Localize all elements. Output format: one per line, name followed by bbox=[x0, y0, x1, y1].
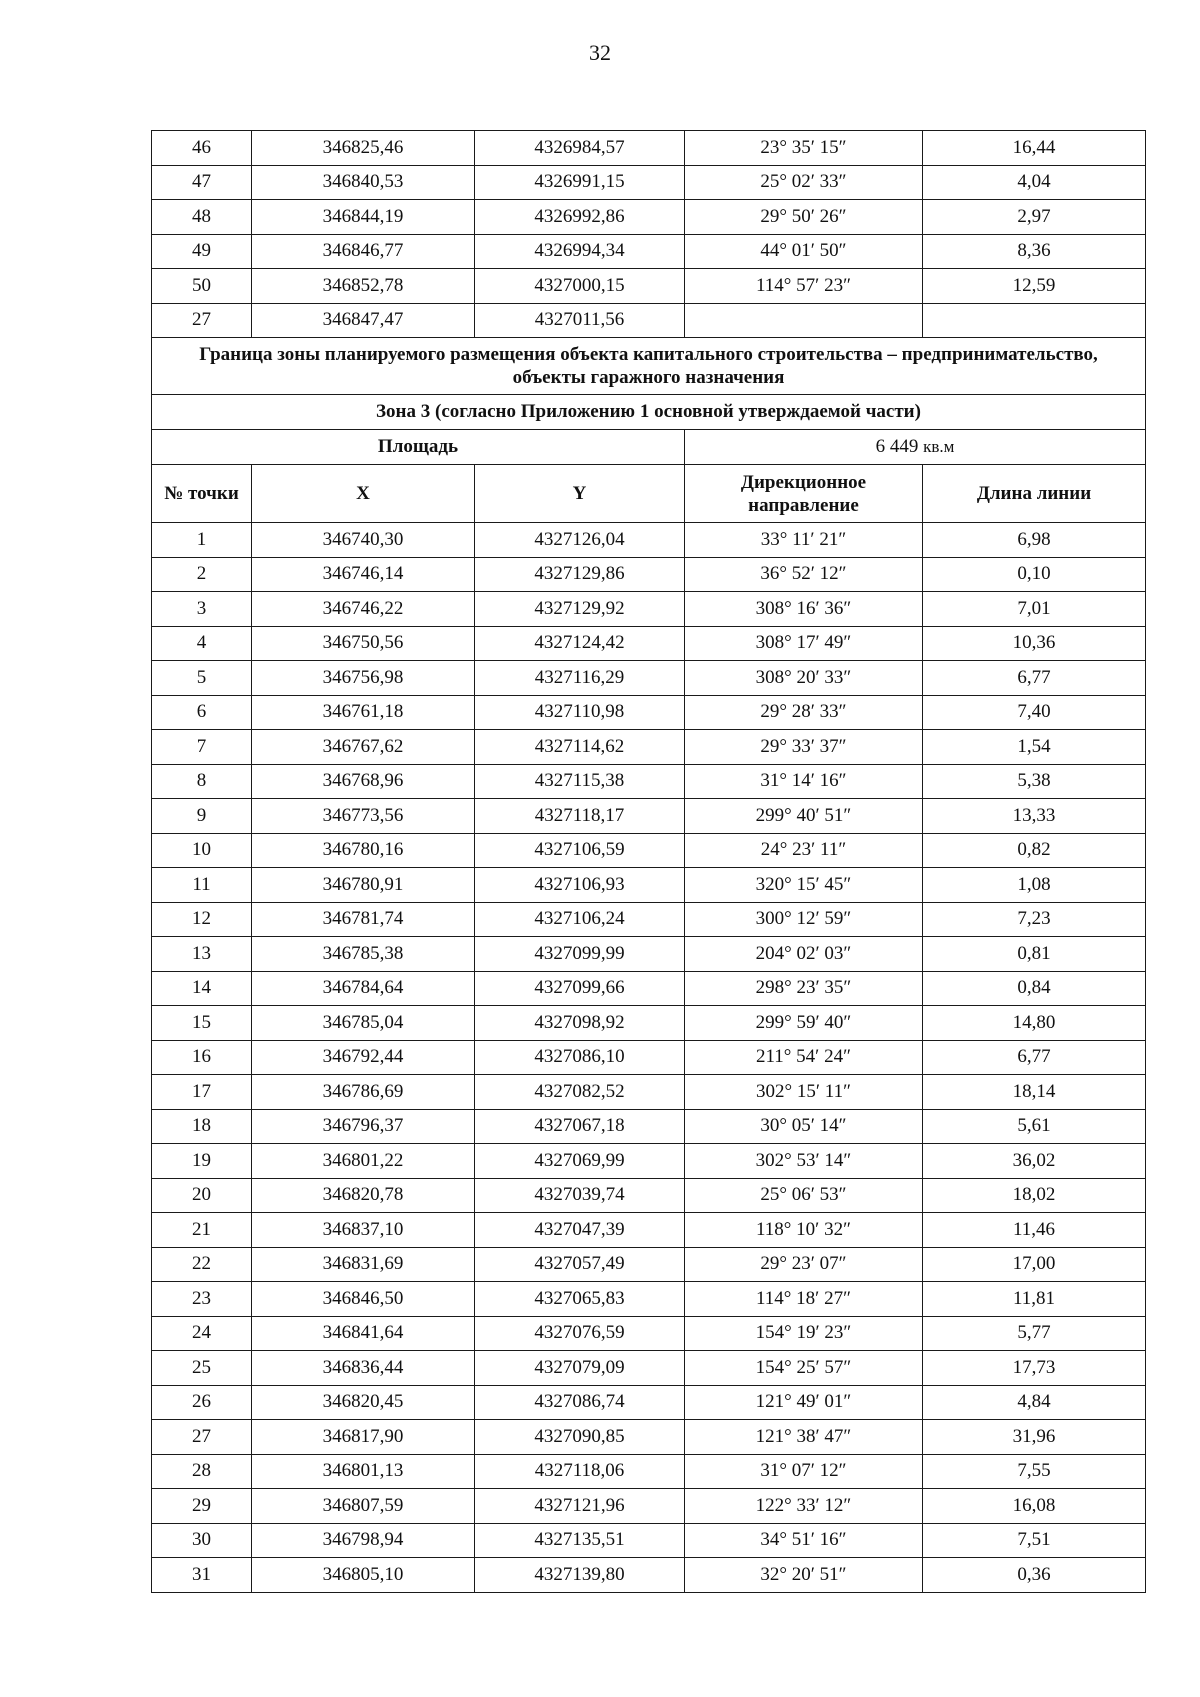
cell-y: 4327114,62 bbox=[475, 730, 685, 765]
cell-x: 346767,62 bbox=[252, 730, 475, 765]
cell-point: 1 bbox=[152, 523, 252, 558]
cell-y: 4327121,96 bbox=[475, 1489, 685, 1524]
cell-x: 346817,90 bbox=[252, 1420, 475, 1455]
cell-x: 346801,13 bbox=[252, 1454, 475, 1489]
cell-length: 5,77 bbox=[923, 1316, 1146, 1351]
cell-length: 8,36 bbox=[923, 234, 1146, 269]
table-row bbox=[152, 833, 1146, 868]
cell-point: 20 bbox=[152, 1178, 252, 1213]
area-unit: кв.м bbox=[923, 437, 955, 456]
cell-direction: 211° 54′ 24″ bbox=[685, 1040, 923, 1075]
cell-y: 4327106,59 bbox=[475, 833, 685, 868]
table-row bbox=[152, 1247, 1146, 1282]
cell-direction: 302° 15′ 11″ bbox=[685, 1075, 923, 1110]
table-row bbox=[152, 1144, 1146, 1179]
cell-direction: 308° 17′ 49″ bbox=[685, 626, 923, 661]
cell-point: 27 bbox=[152, 303, 252, 338]
cell-direction: 36° 52′ 12″ bbox=[685, 557, 923, 592]
cell-x: 346847,47 bbox=[252, 303, 475, 338]
cell-length: 18,14 bbox=[923, 1075, 1146, 1110]
cell-direction: 302° 53′ 14″ bbox=[685, 1144, 923, 1179]
cell-x: 346820,78 bbox=[252, 1178, 475, 1213]
table-row bbox=[152, 764, 1146, 799]
cell-point: 6 bbox=[152, 695, 252, 730]
cell-direction: 121° 49′ 01″ bbox=[685, 1385, 923, 1420]
table-row bbox=[152, 730, 1146, 765]
cell-y: 4327099,66 bbox=[475, 971, 685, 1006]
cell-length: 7,01 bbox=[923, 592, 1146, 627]
cell-y: 4327129,86 bbox=[475, 557, 685, 592]
table-row bbox=[152, 1109, 1146, 1144]
table-row bbox=[152, 1075, 1146, 1110]
cell-x: 346798,94 bbox=[252, 1523, 475, 1558]
cell-y: 4327124,42 bbox=[475, 626, 685, 661]
cell-length: 0,84 bbox=[923, 971, 1146, 1006]
table-row bbox=[152, 131, 1146, 166]
cell-y: 4327090,85 bbox=[475, 1420, 685, 1455]
rows-before-section bbox=[152, 131, 1146, 338]
cell-length: 4,84 bbox=[923, 1385, 1146, 1420]
cell-point: 46 bbox=[152, 131, 252, 166]
table-row bbox=[152, 661, 1146, 696]
cell-x: 346820,45 bbox=[252, 1385, 475, 1420]
coordinates-table bbox=[151, 130, 1146, 1593]
cell-x: 346780,16 bbox=[252, 833, 475, 868]
header-y: Y bbox=[475, 465, 685, 523]
cell-length: 0,82 bbox=[923, 833, 1146, 868]
cell-y: 4327118,17 bbox=[475, 799, 685, 834]
cell-length: 6,77 bbox=[923, 661, 1146, 696]
cell-y: 4327039,74 bbox=[475, 1178, 685, 1213]
cell-point: 2 bbox=[152, 557, 252, 592]
cell-point: 21 bbox=[152, 1213, 252, 1248]
zone-title: Зона 3 (согласно Приложению 1 основной утверждаемой части) bbox=[152, 395, 1146, 430]
cell-length: 16,08 bbox=[923, 1489, 1146, 1524]
cell-point: 24 bbox=[152, 1316, 252, 1351]
cell-direction: 34° 51′ 16″ bbox=[685, 1523, 923, 1558]
cell-point: 10 bbox=[152, 833, 252, 868]
cell-point: 50 bbox=[152, 269, 252, 304]
cell-length bbox=[923, 303, 1146, 338]
page-number: 32 bbox=[589, 40, 611, 65]
cell-x: 346773,56 bbox=[252, 799, 475, 834]
cell-x: 346756,98 bbox=[252, 661, 475, 696]
cell-point: 17 bbox=[152, 1075, 252, 1110]
cell-x: 346807,59 bbox=[252, 1489, 475, 1524]
cell-point: 19 bbox=[152, 1144, 252, 1179]
table-row bbox=[152, 799, 1146, 834]
table-header-row bbox=[152, 465, 1146, 523]
cell-length: 4,04 bbox=[923, 165, 1146, 200]
cell-y: 4327110,98 bbox=[475, 695, 685, 730]
table-row bbox=[152, 1523, 1146, 1558]
cell-direction: 114° 57′ 23″ bbox=[685, 269, 923, 304]
table-row bbox=[152, 1489, 1146, 1524]
cell-length: 12,59 bbox=[923, 269, 1146, 304]
cell-length: 5,61 bbox=[923, 1109, 1146, 1144]
cell-point: 49 bbox=[152, 234, 252, 269]
cell-y: 4327139,80 bbox=[475, 1558, 685, 1593]
table-row bbox=[152, 592, 1146, 627]
cell-direction: 29° 50′ 26″ bbox=[685, 200, 923, 235]
cell-y: 4327116,29 bbox=[475, 661, 685, 696]
cell-x: 346840,53 bbox=[252, 165, 475, 200]
cell-direction: 154° 19′ 23″ bbox=[685, 1316, 923, 1351]
table-row bbox=[152, 557, 1146, 592]
cell-y: 4327047,39 bbox=[475, 1213, 685, 1248]
cell-length: 6,98 bbox=[923, 523, 1146, 558]
cell-length: 1,54 bbox=[923, 730, 1146, 765]
cell-length: 11,46 bbox=[923, 1213, 1146, 1248]
cell-y: 4327118,06 bbox=[475, 1454, 685, 1489]
header-length: Длина линии bbox=[923, 465, 1146, 523]
cell-x: 346846,77 bbox=[252, 234, 475, 269]
cell-point: 7 bbox=[152, 730, 252, 765]
cell-x: 346780,91 bbox=[252, 868, 475, 903]
cell-direction: 308° 20′ 33″ bbox=[685, 661, 923, 696]
cell-length: 31,96 bbox=[923, 1420, 1146, 1455]
cell-direction: 300° 12′ 59″ bbox=[685, 902, 923, 937]
cell-point: 23 bbox=[152, 1282, 252, 1317]
table-row bbox=[152, 1213, 1146, 1248]
cell-length: 36,02 bbox=[923, 1144, 1146, 1179]
zone-title-row bbox=[152, 395, 1146, 430]
cell-length: 17,00 bbox=[923, 1247, 1146, 1282]
cell-length: 14,80 bbox=[923, 1006, 1146, 1041]
cell-y: 4327098,92 bbox=[475, 1006, 685, 1041]
cell-direction: 31° 07′ 12″ bbox=[685, 1454, 923, 1489]
cell-y: 4326991,15 bbox=[475, 165, 685, 200]
cell-x: 346801,22 bbox=[252, 1144, 475, 1179]
cell-point: 11 bbox=[152, 868, 252, 903]
cell-length: 0,81 bbox=[923, 937, 1146, 972]
cell-point: 25 bbox=[152, 1351, 252, 1386]
cell-direction: 121° 38′ 47″ bbox=[685, 1420, 923, 1455]
cell-direction: 29° 28′ 33″ bbox=[685, 695, 923, 730]
table-row bbox=[152, 1351, 1146, 1386]
cell-x: 346836,44 bbox=[252, 1351, 475, 1386]
header-point: № точки bbox=[152, 465, 252, 523]
table-row bbox=[152, 1282, 1146, 1317]
cell-point: 29 bbox=[152, 1489, 252, 1524]
cell-x: 346786,69 bbox=[252, 1075, 475, 1110]
cell-direction: 44° 01′ 50″ bbox=[685, 234, 923, 269]
cell-direction: 118° 10′ 32″ bbox=[685, 1213, 923, 1248]
cell-y: 4327076,59 bbox=[475, 1316, 685, 1351]
cell-x: 346750,56 bbox=[252, 626, 475, 661]
table-row bbox=[152, 902, 1146, 937]
cell-point: 47 bbox=[152, 165, 252, 200]
cell-x: 346837,10 bbox=[252, 1213, 475, 1248]
cell-point: 27 bbox=[152, 1420, 252, 1455]
cell-point: 14 bbox=[152, 971, 252, 1006]
cell-point: 4 bbox=[152, 626, 252, 661]
cell-y: 4327115,38 bbox=[475, 764, 685, 799]
area-value: 6 449 bbox=[875, 436, 919, 457]
area-value-cell bbox=[685, 430, 1146, 465]
cell-x: 346740,30 bbox=[252, 523, 475, 558]
cell-direction: 114° 18′ 27″ bbox=[685, 1282, 923, 1317]
cell-point: 31 bbox=[152, 1558, 252, 1593]
cell-x: 346784,64 bbox=[252, 971, 475, 1006]
cell-length: 13,33 bbox=[923, 799, 1146, 834]
cell-direction: 29° 23′ 07″ bbox=[685, 1247, 923, 1282]
table-row bbox=[152, 200, 1146, 235]
area-row bbox=[152, 430, 1146, 465]
cell-length: 0,10 bbox=[923, 557, 1146, 592]
cell-y: 4327086,74 bbox=[475, 1385, 685, 1420]
cell-y: 4327086,10 bbox=[475, 1040, 685, 1075]
cell-x: 346841,64 bbox=[252, 1316, 475, 1351]
cell-y: 4327069,99 bbox=[475, 1144, 685, 1179]
cell-x: 346761,18 bbox=[252, 695, 475, 730]
table-row bbox=[152, 1316, 1146, 1351]
cell-y: 4327067,18 bbox=[475, 1109, 685, 1144]
cell-direction: 299° 59′ 40″ bbox=[685, 1006, 923, 1041]
table-row bbox=[152, 971, 1146, 1006]
cell-x: 346785,38 bbox=[252, 937, 475, 972]
cell-direction: 299° 40′ 51″ bbox=[685, 799, 923, 834]
cell-y: 4327057,49 bbox=[475, 1247, 685, 1282]
cell-point: 13 bbox=[152, 937, 252, 972]
cell-y: 4326994,34 bbox=[475, 234, 685, 269]
cell-point: 3 bbox=[152, 592, 252, 627]
cell-point: 9 bbox=[152, 799, 252, 834]
cell-length: 7,51 bbox=[923, 1523, 1146, 1558]
cell-direction: 25° 06′ 53″ bbox=[685, 1178, 923, 1213]
cell-point: 18 bbox=[152, 1109, 252, 1144]
cell-direction: 298° 23′ 35″ bbox=[685, 971, 923, 1006]
cell-y: 4327106,24 bbox=[475, 902, 685, 937]
table-row bbox=[152, 523, 1146, 558]
cell-direction: 122° 33′ 12″ bbox=[685, 1489, 923, 1524]
cell-point: 12 bbox=[152, 902, 252, 937]
cell-point: 28 bbox=[152, 1454, 252, 1489]
cell-length: 0,36 bbox=[923, 1558, 1146, 1593]
cell-direction: 31° 14′ 16″ bbox=[685, 764, 923, 799]
cell-x: 346831,69 bbox=[252, 1247, 475, 1282]
zone-header-section bbox=[152, 338, 1146, 523]
cell-length: 16,44 bbox=[923, 131, 1146, 166]
cell-point: 30 bbox=[152, 1523, 252, 1558]
cell-point: 5 bbox=[152, 661, 252, 696]
table-row bbox=[152, 1454, 1146, 1489]
cell-length: 7,23 bbox=[923, 902, 1146, 937]
cell-y: 4327011,56 bbox=[475, 303, 685, 338]
cell-direction: 24° 23′ 11″ bbox=[685, 833, 923, 868]
cell-length: 18,02 bbox=[923, 1178, 1146, 1213]
cell-y: 4326992,86 bbox=[475, 200, 685, 235]
cell-direction: 32° 20′ 51″ bbox=[685, 1558, 923, 1593]
cell-y: 4327079,09 bbox=[475, 1351, 685, 1386]
table-row bbox=[152, 165, 1146, 200]
cell-x: 346805,10 bbox=[252, 1558, 475, 1593]
table-row bbox=[152, 234, 1146, 269]
cell-x: 346785,04 bbox=[252, 1006, 475, 1041]
cell-point: 8 bbox=[152, 764, 252, 799]
cell-y: 4327065,83 bbox=[475, 1282, 685, 1317]
table-row bbox=[152, 269, 1146, 304]
cell-y: 4327082,52 bbox=[475, 1075, 685, 1110]
cell-x: 346846,50 bbox=[252, 1282, 475, 1317]
cell-direction: 30° 05′ 14″ bbox=[685, 1109, 923, 1144]
cell-length: 7,55 bbox=[923, 1454, 1146, 1489]
table-row bbox=[152, 1006, 1146, 1041]
cell-length: 10,36 bbox=[923, 626, 1146, 661]
table-row bbox=[152, 626, 1146, 661]
cell-point: 15 bbox=[152, 1006, 252, 1041]
cell-y: 4327129,92 bbox=[475, 592, 685, 627]
section-title: Граница зоны планируемого размещения объекта капитального строительства – предпринимательство, объекты гаражного назначения bbox=[152, 338, 1146, 395]
cell-y: 4326984,57 bbox=[475, 131, 685, 166]
cell-direction: 33° 11′ 21″ bbox=[685, 523, 923, 558]
table-row bbox=[152, 1558, 1146, 1593]
cell-direction: 29° 33′ 37″ bbox=[685, 730, 923, 765]
cell-point: 22 bbox=[152, 1247, 252, 1282]
cell-direction: 204° 02′ 03″ bbox=[685, 937, 923, 972]
cell-length: 7,40 bbox=[923, 695, 1146, 730]
cell-x: 346796,37 bbox=[252, 1109, 475, 1144]
table-row bbox=[152, 695, 1146, 730]
cell-x: 346792,44 bbox=[252, 1040, 475, 1075]
cell-x: 346852,78 bbox=[252, 269, 475, 304]
cell-y: 4327000,15 bbox=[475, 269, 685, 304]
cell-x: 346825,46 bbox=[252, 131, 475, 166]
cell-y: 4327106,93 bbox=[475, 868, 685, 903]
cell-point: 26 bbox=[152, 1385, 252, 1420]
cell-direction: 154° 25′ 57″ bbox=[685, 1351, 923, 1386]
header-x: X bbox=[252, 465, 475, 523]
cell-length: 11,81 bbox=[923, 1282, 1146, 1317]
area-label: Площадь bbox=[152, 430, 685, 465]
cell-y: 4327135,51 bbox=[475, 1523, 685, 1558]
cell-direction: 25° 02′ 33″ bbox=[685, 165, 923, 200]
table-row bbox=[152, 937, 1146, 972]
cell-point: 16 bbox=[152, 1040, 252, 1075]
table-row bbox=[152, 1420, 1146, 1455]
cell-length: 2,97 bbox=[923, 200, 1146, 235]
rows-main-section bbox=[152, 523, 1146, 1593]
cell-length: 6,77 bbox=[923, 1040, 1146, 1075]
cell-point: 48 bbox=[152, 200, 252, 235]
cell-length: 1,08 bbox=[923, 868, 1146, 903]
header-direction: Дирекционное направление bbox=[685, 465, 923, 523]
table-row bbox=[152, 868, 1146, 903]
cell-length: 5,38 bbox=[923, 764, 1146, 799]
cell-length: 17,73 bbox=[923, 1351, 1146, 1386]
cell-y: 4327126,04 bbox=[475, 523, 685, 558]
table-row bbox=[152, 1040, 1146, 1075]
cell-x: 346844,19 bbox=[252, 200, 475, 235]
cell-direction: 23° 35′ 15″ bbox=[685, 131, 923, 166]
cell-x: 346746,14 bbox=[252, 557, 475, 592]
table-row bbox=[152, 1178, 1146, 1213]
cell-direction bbox=[685, 303, 923, 338]
section-title-row bbox=[152, 338, 1146, 395]
cell-x: 346781,74 bbox=[252, 902, 475, 937]
cell-x: 346768,96 bbox=[252, 764, 475, 799]
cell-x: 346746,22 bbox=[252, 592, 475, 627]
cell-direction: 308° 16′ 36″ bbox=[685, 592, 923, 627]
table-row bbox=[152, 1385, 1146, 1420]
table-row bbox=[152, 303, 1146, 338]
cell-y: 4327099,99 bbox=[475, 937, 685, 972]
cell-direction: 320° 15′ 45″ bbox=[685, 868, 923, 903]
